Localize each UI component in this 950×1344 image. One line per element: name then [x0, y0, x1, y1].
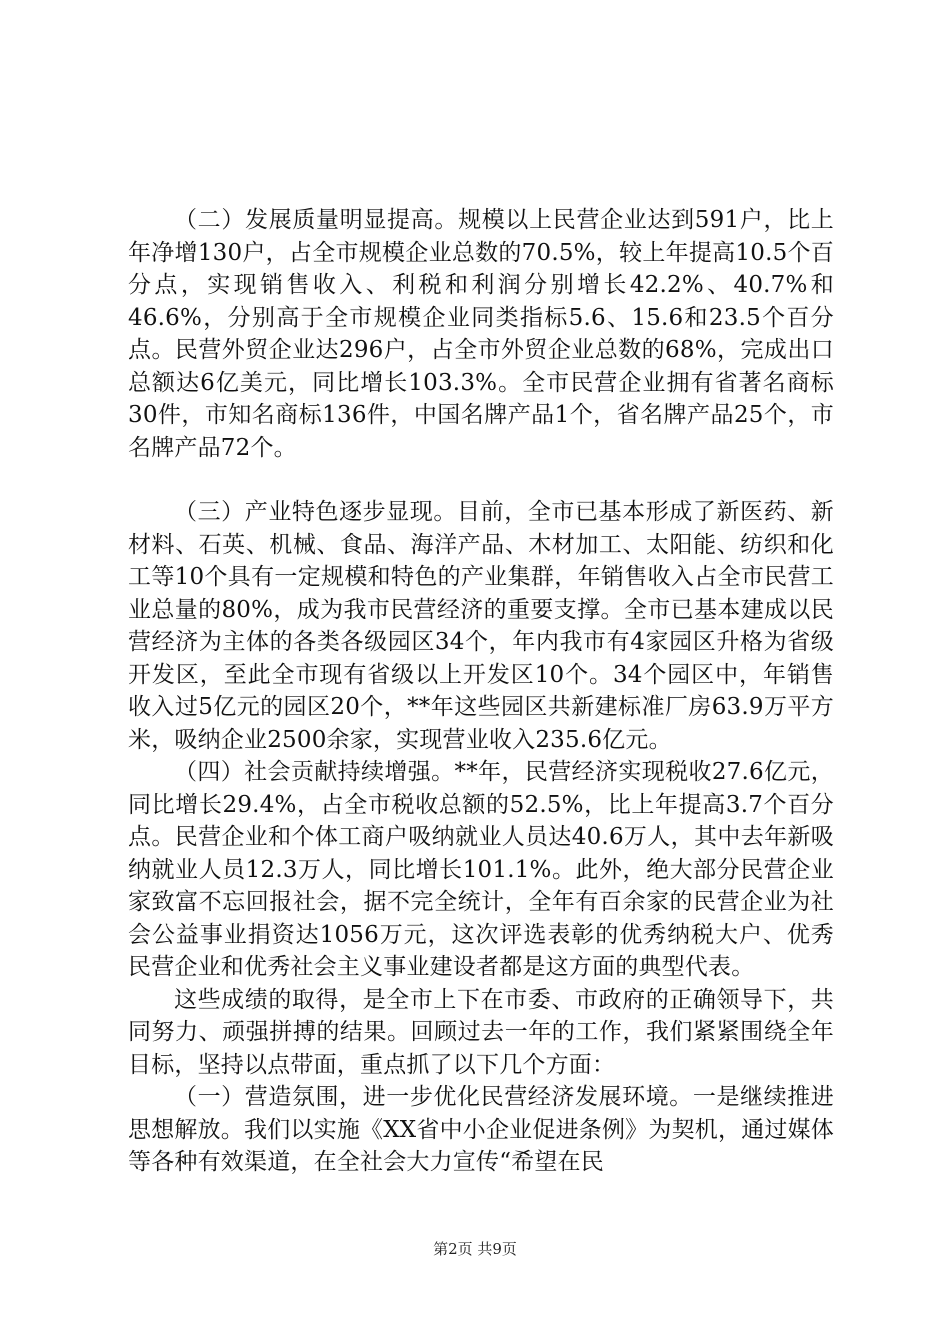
paragraph-industry-features: （三）产业特色逐步显现。目前，全市已基本形成了新医药、新材料、石英、机械、食品、海洋产品、木材加工、太阳能、纺织和化工等10个具有一定规模和特色的产业集群，年销售收入占全市民营工业总量的80%，成为我市民营经济的重要支撑。全市已基本建成以民营经济为主体的各类各级园区34个，年内我市有4家园区升格为省级开发区，至此全市现有省级以上开发区10个。34个园区中，年销售收入过5亿元的园区20个，**年这些园区共新建标准厂房63.9万平方米，吸纳企业2500余家，实现营业收入235.6亿元。: [128, 499, 834, 753]
paragraph-environment-optimization: （一）营造氛围，进一步优化民营经济发展环境。一是继续推进思想解放。我们以实施《XX省中小企业促进条例》为契机，通过媒体等各种有效渠道，在全社会大力宣传“希望在民: [128, 1084, 834, 1175]
paragraph-spacer: [128, 464, 834, 496]
paragraph-development-quality: （二）发展质量明显提高。规模以上民营企业达到591户，比上年净增130户，占全市规模企业总数的70.5%，较上年提高10.5个百分点，实现销售收入、利税和利润分别增长42.2%、40.7%和46.6%，分别高于全市规模企业同类指标5.6、15.6和23.5个百分点。民营外贸企业达296户，占全市外贸企业总数的68%，完成出口总额达6亿美元，同比增长103.3%。全市民营企业拥有省著名商标30件，市知名商标136件，中国名牌产品1个，省名牌产品25个，市名牌产品72个。: [128, 207, 834, 461]
paragraph-achievements-summary: 这些成绩的取得，是全市上下在市委、市政府的正确领导下，共同努力、顽强拼搏的结果。回顾过去一年的工作，我们紧紧围绕全年目标，坚持以点带面，重点抓了以下几个方面：: [128, 986, 834, 1078]
paragraph-social-contribution: （四）社会贡献持续增强。**年，民营经济实现税收27.6亿元，同比增长29.4%，占全市税收总额的52.5%，比上年提高3.7个百分点。民营企业和个体工商户吸纳就业人员达40.6万人，其中去年新吸纳就业人员12.3万人，同比增长101.1%。此外，绝大部分民营企业家致富不忘回报社会，据不完全统计，全年有百余家的民营企业为社会公益事业捐资达1056万元，这次评选表彰的优秀纳税大户、优秀民营企业和优秀社会主义事业建设者都是这方面的典型代表。: [128, 759, 834, 980]
document-body: [128, 204, 834, 1179]
page-number-footer: 第2页 共9页: [433, 1240, 517, 1258]
